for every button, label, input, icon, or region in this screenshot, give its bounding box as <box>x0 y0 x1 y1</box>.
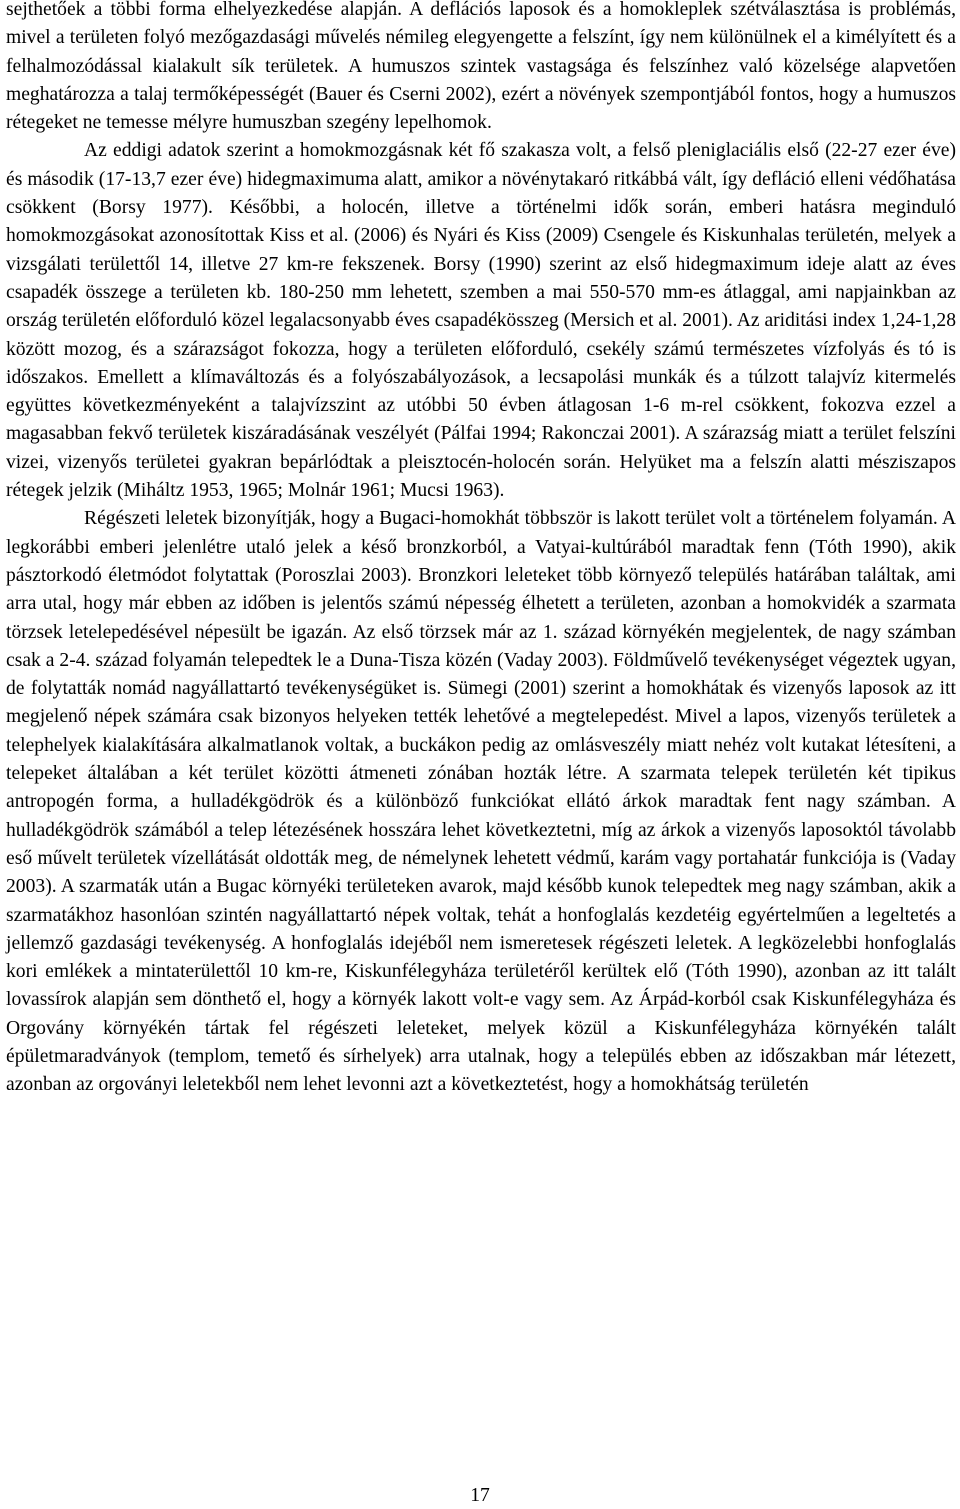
paragraph-archaeology: Régészeti leletek bizonyítják, hogy a Bugaci-homokhát többször is lakott terület volt a történelem folyamán. A legkorábbi emberi jelenlétre utaló jelek a késő bronzkorból, a Vatyai-kultúrából maradtak fenn (Tóth 1990), akik pásztorkodó életmódot folytattak (Poroszlai 2003). Bronzkori leleteket több környező település határában találtak, ami arra utal, hogy már ebben az időben is jelentős számú népesség élhetett a területen, azonban a homokvidék a szarmata törzsek letelepedésével népesült be igazán. Az első törzsek már az 1. század környékén megjelentek, de nagy számban csak a 2-4. század folyamán telepedtek le a Duna-Tisza közén (Vaday 2003). Földművelő tevékenységet végeztek ugyan, de folytatták nomád nagyállattartó tevékenységüket is. Sümegi (2001) szerint a homokhátak és vizenyős laposok az itt megjelenő népek számára csak bizonyos helyeken tették lehetővé a megtelepedést. Mivel a lapos, vizenyős területek a telephelyek kialakítására alkalmatlanok voltak, a buckákon pedig az omlásveszély miatt nehéz volt kutakat létesíteni, a telepeket általában a két terület közötti átmeneti zónában hozták létre. A szarmata telepek területén két tipikus antropogén forma, a hulladékgödrök és a különböző funkciókat ellátó árkok maradtak fent nagy számban. A hulladékgödrök számából a telep létezésének hosszára lehet következtetni, míg az árkok a vizenyős laposoktól távolabb eső művelt területek vízellátását oldották meg, de némelynek lehetett védmű, karám vagy portahatár funkciója is (Vaday 2003). A szarmaták után a Bugac környéki területeken avarok, majd később kunok telepedtek meg nagy számban, akik a szarmatákhoz hasonlóan szintén nagyállattartó népek voltak, tehát a honfoglalás kezdetéig egyértelműen a legeltetés a jellemző gazdasági tevékenység. A honfoglalás idejéből nem ismeretesek régészeti leletek. A legközelebbi honfoglalás kori emlékek a mintaterülettől 10 km-re, Kiskunfélegyháza területéről kerültek elő (Tóth 1990), azonban az itt talált lovassírok alapján sem dönthető el, hogy a környék lakott volt-e vagy sem. Az Árpád-korból csak Kiskunfélegyháza és Orgovány környékén tártak fel régészeti leleteket, melyek közül a Kiskunfélegyháza környékén talált épületmaradványok (templom, temető és sírhelyek) arra utalnak, hogy a település ebben az időszakban már létezett, azonban az orgoványi leletekből nem lehet levonni azt a következtetést, hogy a homokhátság területén <box>6 508 956 1096</box>
document-page <box>6 0 956 1100</box>
page-number: 17 <box>470 1485 490 1506</box>
paragraph-continuation: sejthetőek a többi forma elhelyezkedése alapján. A deflációs laposok és a homokleplek szétválasztása is problémás, mivel a területen folyó mezőgazdasági művelés némileg elegyengette a felszínt, így nem különülnek el a kimélyített és a felhalmozódással kialakult sík területek. A humuszos szintek vastagsága és felszínhez való közelsége alapvetően meghatározza a talaj termőképességét (Bauer és Cserni 2002), ezért a növények szempontjából fontos, hogy a humuszos rétegeket ne temesse mélyre humuszban szegény lepelhomok. <box>6 0 956 134</box>
paragraph-sand-movement: Az eddigi adatok szerint a homokmozgásnak két fő szakasza volt, a felső pleniglaciális első (22-27 ezer éve) és második (17-13,7 ezer éve) hidegmaximuma alatt, amikor a növénytakaró ritkábbá vált, így defláció elleni védőhatása csökkent (Borsy 1977). Későbbi, a holocén, illetve a történelmi idők során, emberi hatásra meginduló homokmozgásokat azonosítottak Kiss et al. (2006) és Nyári és Kiss (2009) Csengele és Kiskunhalas területén, melyek a vizsgálati területtől 14, illetve 27 km-re fekszenek. Borsy (1990) szerint az első hidegmaximum ideje alatt az éves csapadék összege a területen kb. 180-250 mm lehetett, szemben a mai 550-570 mm-es átlaggal, ami napjainkban az ország területén előforduló közel legalacsonyabb éves csapadékösszeg (Mersich et al. 2001). Az ariditási index 1,24-1,28 között mozog, és a szárazságot fokozza, hogy a területen előforduló, csekély számú természetes vízfolyás és tó is időszakos. Emellett a klímaváltozás és a folyószabályozások, a lecsapolási munkák és a túlzott talajvíz kitermelés együttes következményeként a talajvízszint az utóbbi 50 évben átlagosan 1-6 m-rel csökkent, fokozva ezzel a magasabban fekvő területek kiszáradásának veszélyét (Pálfai 1994; Rakonczai 2001). A szárazság miatt a terület felszíni vizei, vizenyős területei gyakran bepárlódtak a pleisztocén-holocén során. Helyüket ma a felszín alatti mésziszapos rétegek jelzik (Miháltz 1953, 1965; Molnár 1961; Mucsi 1963). <box>6 140 956 502</box>
